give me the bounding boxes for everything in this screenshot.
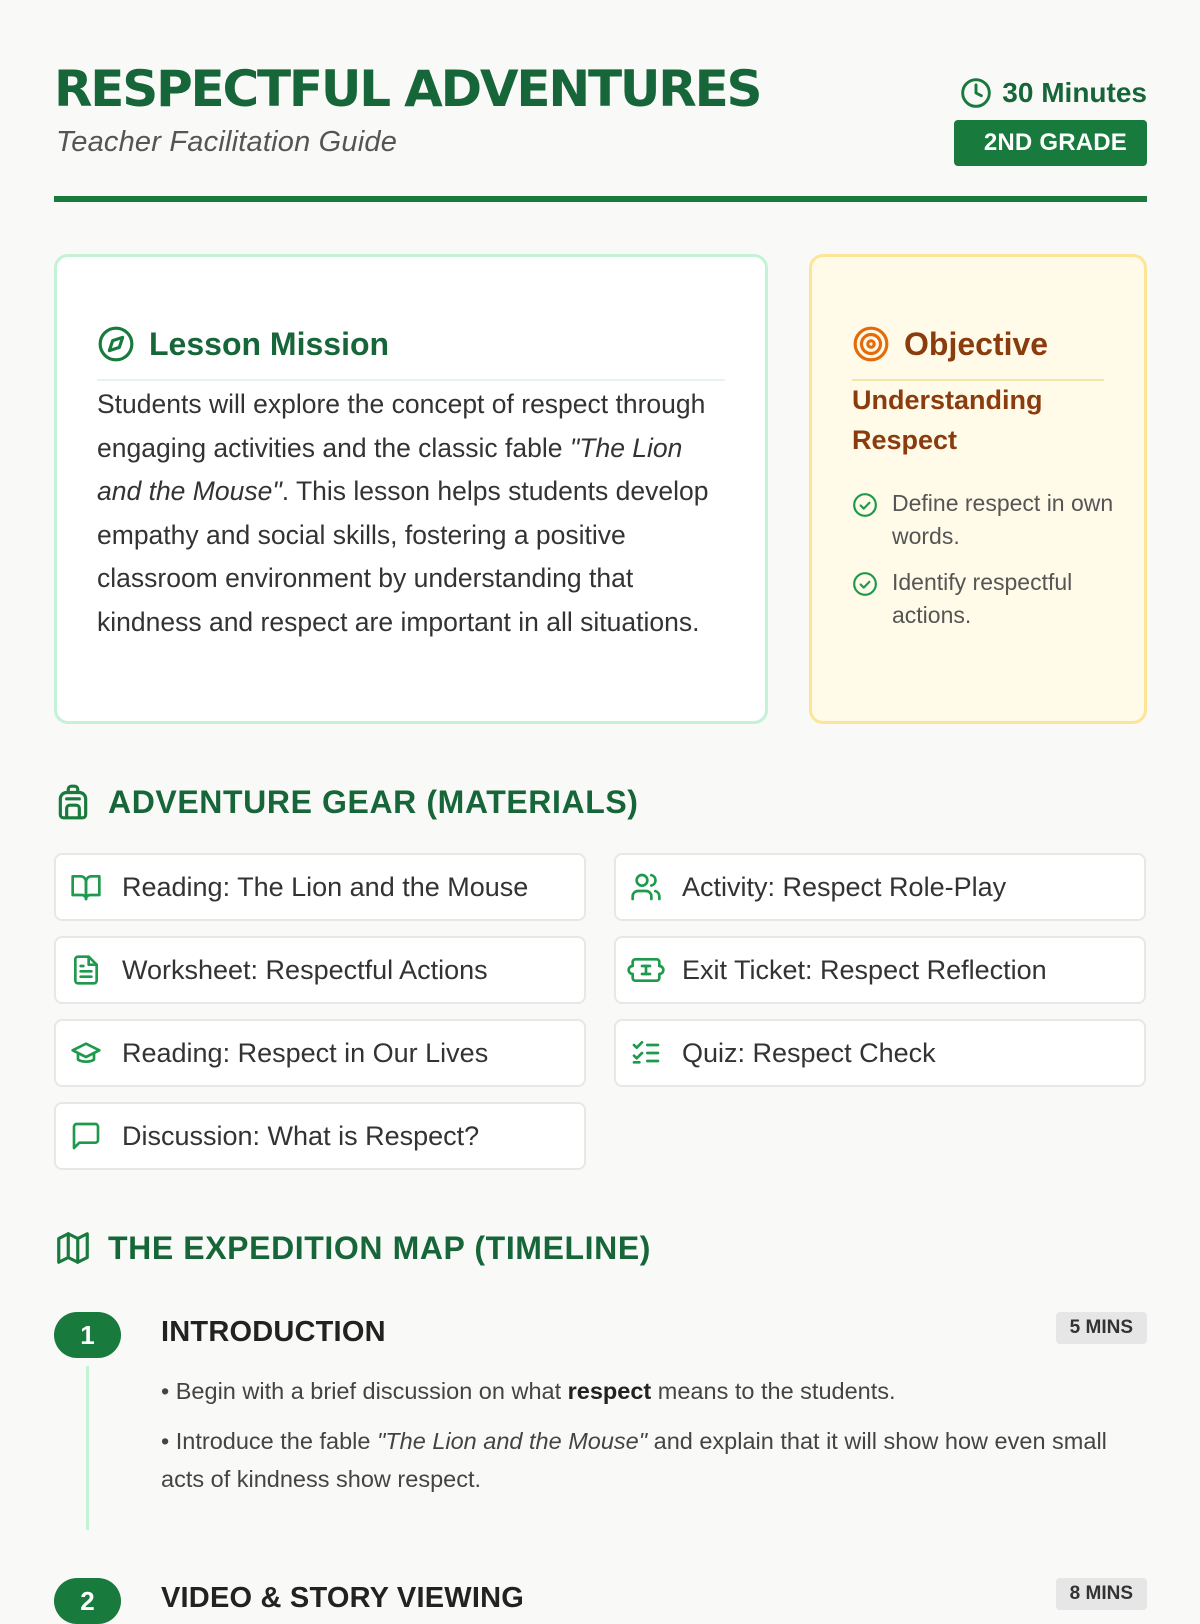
timeline-connector [86, 1366, 89, 1530]
step-number: 1 [54, 1312, 121, 1358]
list-item: Define respect in own words. [852, 487, 1114, 553]
book-open-icon [70, 871, 102, 903]
timeline-step-2 [54, 1578, 1147, 1616]
backpack-icon [54, 783, 92, 821]
fable-title: "The Lion and the Mouse" [97, 432, 683, 506]
lesson-mission-text: Students will explore the concept of respect through engaging activities and the classic fable "The Lion and the Mouse". This lesson helps students develop empathy and social skills, fostering a positive classroom environment by understanding that kindness and respect are important in all situations. [97, 389, 709, 637]
duration-indicator [960, 76, 1147, 110]
material-item-discussion[interactable]: Discussion: What is Respect? [54, 1102, 586, 1170]
page-title: RESPECTFUL ADVENTURES [54, 60, 761, 118]
grade-badge: 2ND GRADE [954, 120, 1147, 166]
step-duration-badge: 5 MINS [1056, 1312, 1147, 1344]
compass-icon [97, 325, 135, 363]
material-item-exit-ticket[interactable]: Exit Ticket: Respect Reflection [614, 936, 1146, 1004]
page-header [54, 56, 1147, 202]
graduation-cap-icon [70, 1037, 102, 1069]
material-item-lion-and-mouse[interactable]: Reading: The Lion and the Mouse [54, 853, 586, 921]
page-subtitle: Teacher Facilitation Guide [56, 126, 398, 158]
map-icon [54, 1229, 92, 1267]
materials-section-heading: ADVENTURE GEAR (MATERIALS) [54, 780, 639, 824]
step-items [161, 1372, 1117, 1510]
objective-list [852, 487, 1114, 645]
material-item-respect-in-our-lives[interactable]: Reading: Respect in Our Lives [54, 1019, 586, 1087]
objective-title: Understanding Respect [852, 385, 1043, 455]
check-circle-icon [852, 571, 878, 597]
list-item: Identify respectful actions. [852, 566, 1114, 632]
step-title: INTRODUCTION [161, 1316, 386, 1348]
timeline-step-1 [54, 1312, 1147, 1532]
material-item-worksheet[interactable]: Worksheet: Respectful Actions [54, 936, 586, 1004]
ticket-icon [630, 954, 662, 986]
file-text-icon [70, 954, 102, 986]
list-item: • Introduce the fable "The Lion and the Mouse" and explain that it will show how even small acts of kindness show respect. [161, 1428, 1107, 1492]
objective-heading: Objective [904, 326, 1049, 362]
lesson-mission-card [54, 254, 768, 724]
material-item-role-play[interactable]: Activity: Respect Role-Play [614, 853, 1146, 921]
step-duration-badge: 8 MINS [1056, 1578, 1147, 1610]
clock-icon [960, 77, 992, 109]
step-number: 2 [54, 1578, 121, 1624]
message-square-icon [70, 1120, 102, 1152]
material-item-quiz[interactable]: Quiz: Respect Check [614, 1019, 1146, 1087]
users-icon [630, 871, 662, 903]
step-title: VIDEO & STORY VIEWING [161, 1582, 525, 1614]
lesson-guide-page [54, 0, 1147, 1616]
timeline-section-heading: THE EXPEDITION MAP (TIMELINE) [54, 1226, 651, 1270]
lesson-mission-header [97, 277, 725, 381]
duration-text: 30 Minutes [1002, 77, 1147, 108]
lesson-mission-heading: Lesson Mission [149, 326, 390, 362]
objective-card [809, 254, 1147, 724]
check-circle-icon [852, 492, 878, 518]
list-item: • Begin with a brief discussion on what respect means to the students. [161, 1378, 896, 1404]
objective-header [852, 277, 1104, 381]
target-icon [852, 325, 890, 363]
list-checks-icon [630, 1037, 662, 1069]
